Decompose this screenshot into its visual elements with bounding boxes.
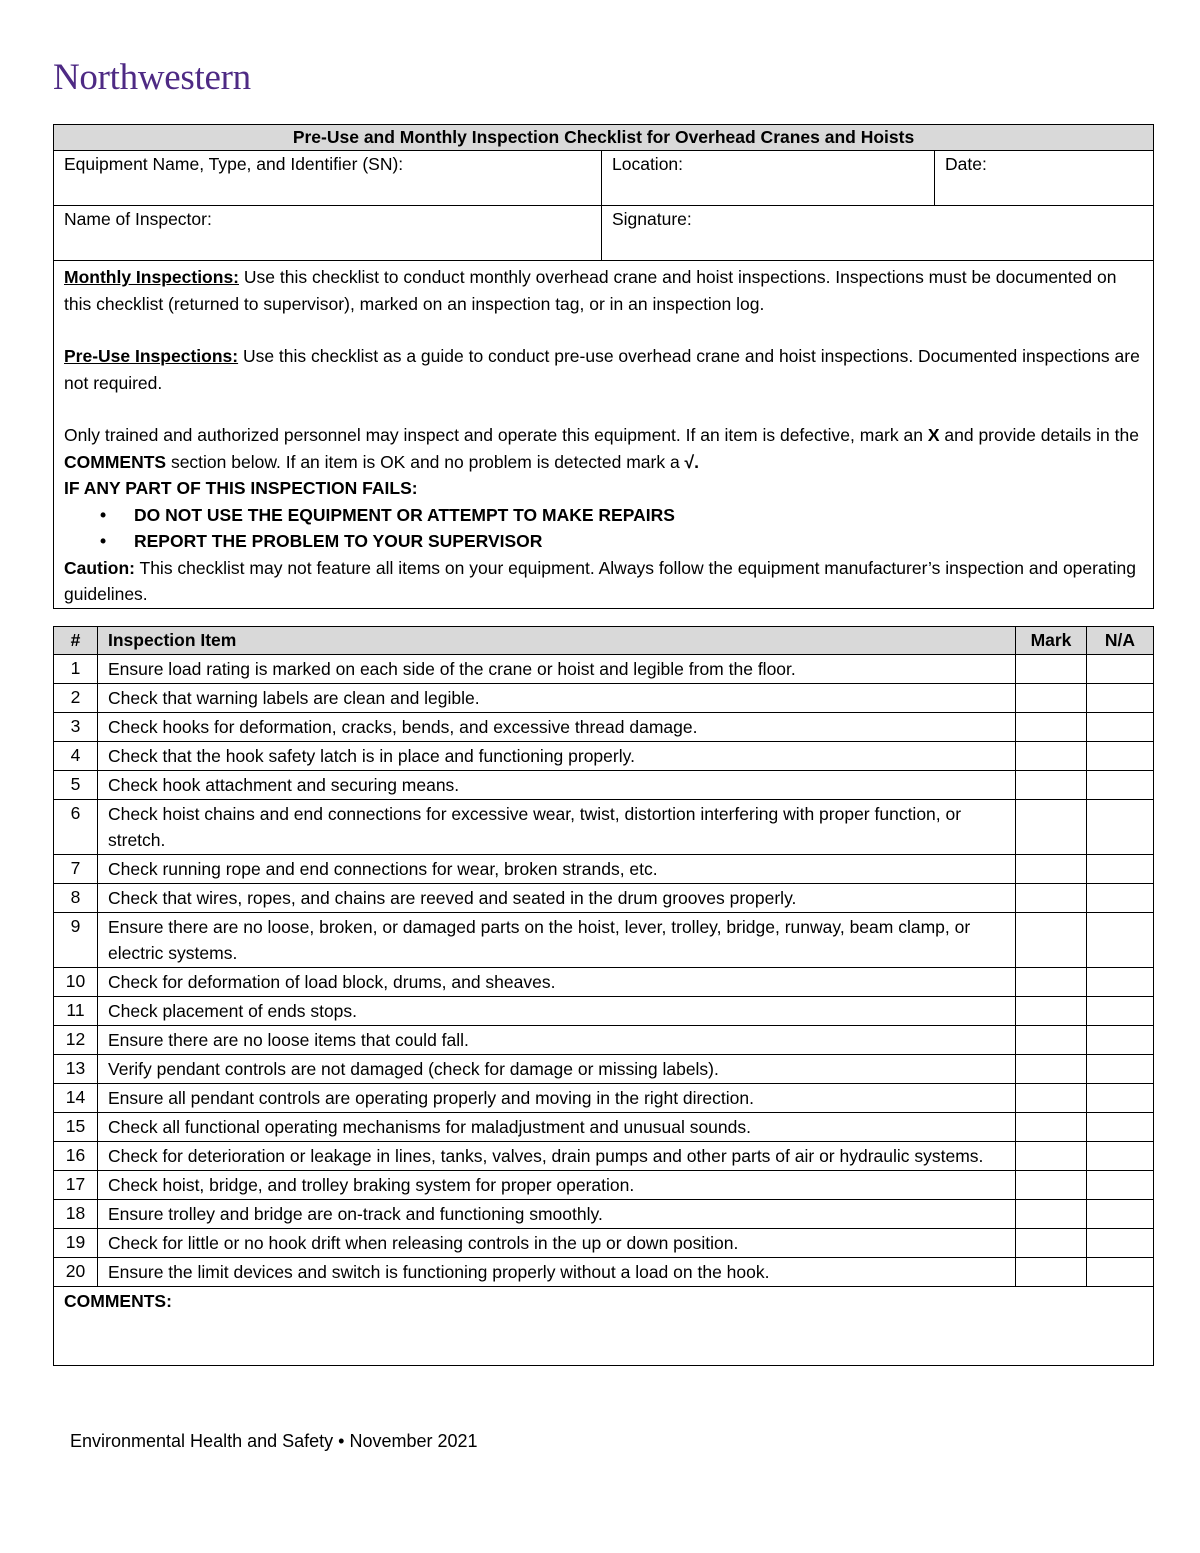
column-header-item: Inspection Item — [98, 627, 1016, 655]
na-cell[interactable] — [1087, 1229, 1154, 1258]
mark-cell[interactable] — [1016, 855, 1087, 884]
na-cell[interactable] — [1087, 968, 1154, 997]
item-text: Ensure there are no loose items that could fall. — [98, 1026, 1016, 1055]
item-text: Ensure the limit devices and switch is functioning properly without a load on the hook. — [98, 1258, 1016, 1287]
bullet-item — [64, 528, 1143, 555]
na-cell[interactable] — [1087, 655, 1154, 684]
monthly-heading: Monthly Inspections: — [64, 267, 239, 287]
mark-cell[interactable] — [1016, 1084, 1087, 1113]
table-row — [54, 713, 1154, 742]
table-row — [54, 997, 1154, 1026]
table-row — [54, 742, 1154, 771]
mark-cell[interactable] — [1016, 713, 1087, 742]
item-text: Ensure load rating is marked on each side of the crane or hoist and legible from the floor. — [98, 655, 1016, 684]
table-row — [54, 1200, 1154, 1229]
table-row — [54, 1113, 1154, 1142]
table-row — [54, 655, 1154, 684]
table-row — [54, 884, 1154, 913]
item-number: 8 — [54, 884, 98, 913]
mark-cell[interactable] — [1016, 771, 1087, 800]
signature-field[interactable]: Signature: — [602, 206, 1154, 261]
comments-field[interactable]: COMMENTS: — [54, 1287, 1154, 1366]
item-text: Check hoist chains and end connections for excessive wear, twist, distortion interfering with proper function, or stretch. — [98, 800, 1016, 855]
na-cell[interactable] — [1087, 1113, 1154, 1142]
check-mark-text: √. — [684, 451, 700, 472]
instruction-text: Only trained and authorized personnel may inspect and operate this equipment. If an item is defective, mark an — [64, 425, 928, 445]
item-number: 20 — [54, 1258, 98, 1287]
na-cell[interactable] — [1087, 1084, 1154, 1113]
equipment-field[interactable]: Equipment Name, Type, and Identifier (SN): — [54, 151, 602, 206]
item-number: 12 — [54, 1026, 98, 1055]
item-text: Verify pendant controls are not damaged (check for damage or missing labels). — [98, 1055, 1016, 1084]
table-row — [54, 771, 1154, 800]
na-cell[interactable] — [1087, 913, 1154, 968]
mark-cell[interactable] — [1016, 684, 1087, 713]
item-number: 3 — [54, 713, 98, 742]
item-number: 4 — [54, 742, 98, 771]
item-text: Check placement of ends stops. — [98, 997, 1016, 1026]
mark-cell[interactable] — [1016, 968, 1087, 997]
instructions-block — [54, 261, 1154, 609]
item-text: Check that wires, ropes, and chains are reeved and seated in the drum grooves properly. — [98, 884, 1016, 913]
na-cell[interactable] — [1087, 771, 1154, 800]
table-row — [54, 800, 1154, 855]
bullet-icon: • — [100, 531, 107, 551]
column-header-number: # — [54, 627, 98, 655]
instruction-text: and provide details in the — [939, 425, 1139, 445]
na-cell[interactable] — [1087, 684, 1154, 713]
item-text: Ensure all pendant controls are operating properly and moving in the right direction. — [98, 1084, 1016, 1113]
inspection-items-table — [53, 626, 1154, 1366]
table-row — [54, 968, 1154, 997]
na-cell[interactable] — [1087, 1055, 1154, 1084]
item-number: 18 — [54, 1200, 98, 1229]
item-number: 11 — [54, 997, 98, 1026]
na-cell[interactable] — [1087, 855, 1154, 884]
na-cell[interactable] — [1087, 884, 1154, 913]
table-row — [54, 1258, 1154, 1287]
item-text: Check for deterioration or leakage in lines, tanks, valves, drain pumps and other parts of air or hydraulic systems. — [98, 1142, 1016, 1171]
mark-cell[interactable] — [1016, 800, 1087, 855]
mark-x-text: X — [927, 425, 940, 445]
table-row — [54, 684, 1154, 713]
form-title: Pre-Use and Monthly Inspection Checklist for Overhead Cranes and Hoists — [54, 125, 1154, 151]
caution-label: Caution: — [64, 557, 135, 578]
table-row — [54, 1171, 1154, 1200]
bullet-icon: • — [100, 504, 107, 525]
location-field[interactable]: Location: — [602, 151, 935, 206]
mark-cell[interactable] — [1016, 1200, 1087, 1229]
item-number: 19 — [54, 1229, 98, 1258]
mark-cell[interactable] — [1016, 1171, 1087, 1200]
preuse-heading: Pre-Use Inspections: — [64, 346, 239, 366]
mark-cell[interactable] — [1016, 1258, 1087, 1287]
footer-text: Environmental Health and Safety • November 2021 — [70, 1431, 478, 1451]
na-cell[interactable] — [1087, 997, 1154, 1026]
na-cell[interactable] — [1087, 1258, 1154, 1287]
table-row — [54, 1055, 1154, 1084]
table-row — [54, 855, 1154, 884]
item-text: Check hook attachment and securing means. — [98, 771, 1016, 800]
monthly-text: Use this checklist to conduct monthly overhead crane and hoist inspections. Inspections must be documented on this checklist (returned to supervisor), marked on an inspection tag, or in an inspection log. — [64, 267, 1117, 314]
item-number: 6 — [54, 800, 98, 855]
item-text: Check for deformation of load block, drums, and sheaves. — [98, 968, 1016, 997]
monthly-inspections-paragraph — [64, 264, 1143, 317]
na-cell[interactable] — [1087, 742, 1154, 771]
item-text: Check hooks for deformation, cracks, bends, and excessive thread damage. — [98, 713, 1016, 742]
bullet-text: REPORT THE PROBLEM TO YOUR SUPERVISOR — [134, 531, 543, 551]
item-number: 2 — [54, 684, 98, 713]
mark-cell[interactable] — [1016, 1142, 1087, 1171]
item-text: Ensure there are no loose, broken, or damaged parts on the hoist, lever, trolley, bridge, runway, beam clamp, or electric systems. — [98, 913, 1016, 968]
instruction-text: section below. If an item is OK and no problem is detected mark a — [166, 451, 685, 472]
table-row — [54, 1084, 1154, 1113]
item-number: 15 — [54, 1113, 98, 1142]
mark-cell[interactable] — [1016, 1026, 1087, 1055]
table-row — [54, 1142, 1154, 1171]
item-text: Check hoist, bridge, and trolley braking system for proper operation. — [98, 1171, 1016, 1200]
mark-cell[interactable] — [1016, 997, 1087, 1026]
item-text: Check all functional operating mechanisms for maladjustment and unusual sounds. — [98, 1113, 1016, 1142]
item-number: 9 — [54, 913, 98, 968]
mark-cell[interactable] — [1016, 1113, 1087, 1142]
inspector-name-field[interactable]: Name of Inspector: — [54, 206, 602, 261]
item-number: 10 — [54, 968, 98, 997]
item-text: Check that warning labels are clean and legible. — [98, 684, 1016, 713]
northwestern-logo: Northwestern — [53, 57, 251, 98]
mark-cell[interactable] — [1016, 1055, 1087, 1084]
preuse-text: Use this checklist as a guide to conduct pre-use overhead crane and hoist inspections. Documented inspections are not required. — [64, 346, 1140, 393]
mark-cell[interactable] — [1016, 1229, 1087, 1258]
na-cell[interactable] — [1087, 1200, 1154, 1229]
fails-heading: IF ANY PART OF THIS INSPECTION FAILS: — [64, 478, 418, 498]
na-cell[interactable] — [1087, 1171, 1154, 1200]
na-cell[interactable] — [1087, 1026, 1154, 1055]
inspection-info-table — [53, 124, 1154, 609]
item-number: 7 — [54, 855, 98, 884]
na-cell[interactable] — [1087, 713, 1154, 742]
mark-cell[interactable] — [1016, 655, 1087, 684]
item-number: 14 — [54, 1084, 98, 1113]
mark-cell[interactable] — [1016, 913, 1087, 968]
item-number: 13 — [54, 1055, 98, 1084]
date-field[interactable]: Date: — [935, 151, 1154, 206]
item-text: Ensure trolley and bridge are on-track and functioning smoothly. — [98, 1200, 1016, 1229]
column-header-na: N/A — [1087, 627, 1154, 655]
mark-cell[interactable] — [1016, 742, 1087, 771]
caution-paragraph — [64, 555, 1143, 608]
caution-text: This checklist may not feature all items on your equipment. Always follow the equipment manufacturer’s inspection and operating guidelines. — [64, 557, 1136, 604]
item-text: Check for little or no hook drift when releasing controls in the up or down position. — [98, 1229, 1016, 1258]
na-cell[interactable] — [1087, 800, 1154, 855]
item-number: 16 — [54, 1142, 98, 1171]
item-text: Check that the hook safety latch is in place and functioning properly. — [98, 742, 1016, 771]
item-text: Check running rope and end connections for wear, broken strands, etc. — [98, 855, 1016, 884]
bullet-text: DO NOT USE THE EQUIPMENT OR ATTEMPT TO MAKE REPAIRS — [134, 504, 675, 525]
mark-cell[interactable] — [1016, 884, 1087, 913]
fails-bullet-list — [64, 502, 1143, 555]
preuse-inspections-paragraph — [64, 343, 1143, 396]
table-row — [54, 1229, 1154, 1258]
item-number: 5 — [54, 771, 98, 800]
authorized-personnel-paragraph — [64, 422, 1143, 475]
table-row — [54, 913, 1154, 968]
bullet-item — [64, 502, 1143, 529]
na-cell[interactable] — [1087, 1142, 1154, 1171]
item-number: 1 — [54, 655, 98, 684]
column-header-mark: Mark — [1016, 627, 1087, 655]
comments-word: COMMENTS — [64, 451, 167, 472]
item-number: 17 — [54, 1171, 98, 1200]
table-row — [54, 1026, 1154, 1055]
